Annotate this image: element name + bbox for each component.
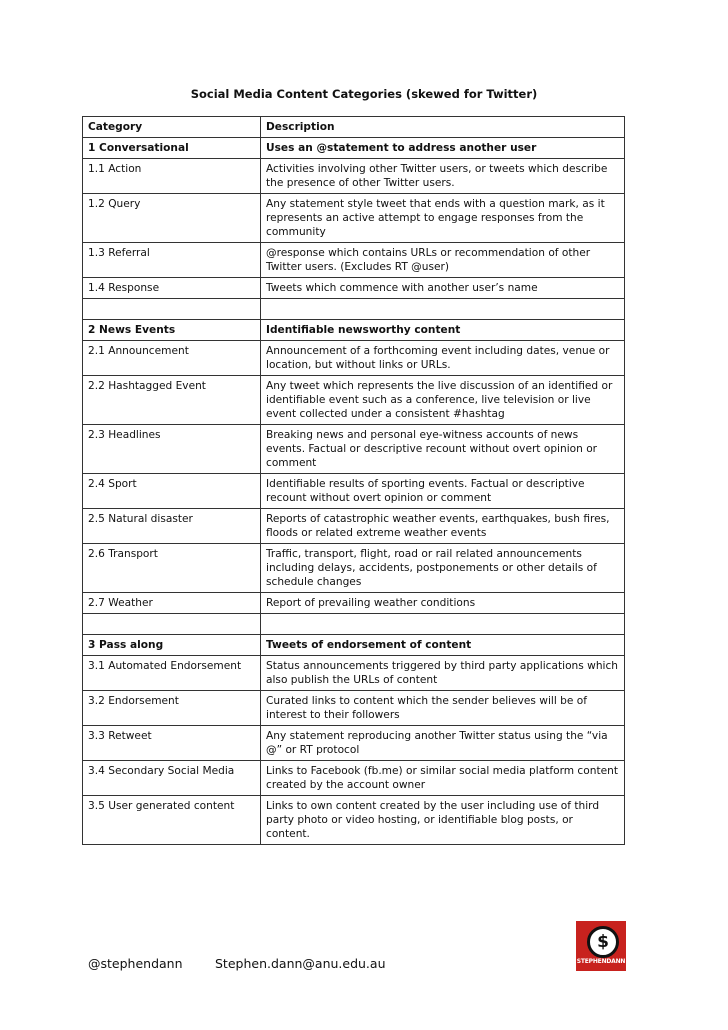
- table-row: [83, 341, 625, 376]
- categories-table: [82, 116, 625, 845]
- table-row: [83, 278, 625, 299]
- description-cell: Tweets of endorsement of content: [261, 635, 625, 656]
- description-cell: Any statement style tweet that ends with a question mark, as it represents an active attempt to engage responses from the community: [261, 194, 625, 243]
- category-cell: 3.2 Endorsement: [83, 691, 261, 726]
- table-row: [83, 159, 625, 194]
- table-row: [83, 593, 625, 614]
- category-cell: 2.5 Natural disaster: [83, 509, 261, 544]
- description-cell: Announcement of a forthcoming event including dates, venue or location, but without links or URLs.: [261, 341, 625, 376]
- stephendann-logo: [576, 921, 626, 971]
- category-cell: 2.6 Transport: [83, 544, 261, 593]
- table-row: [83, 761, 625, 796]
- category-cell: 2.4 Sport: [83, 474, 261, 509]
- description-cell: [261, 299, 625, 320]
- category-cell: [83, 299, 261, 320]
- category-cell: 2.1 Announcement: [83, 341, 261, 376]
- table-row: [83, 243, 625, 278]
- section-row: [83, 635, 625, 656]
- description-cell: Links to Facebook (fb.me) or similar social media platform content created by the account owner: [261, 761, 625, 796]
- category-cell: 3.1 Automated Endorsement: [83, 656, 261, 691]
- category-cell: 3.3 Retweet: [83, 726, 261, 761]
- table-row: [83, 509, 625, 544]
- description-cell: @response which contains URLs or recommendation of other Twitter users. (Excludes RT @user): [261, 243, 625, 278]
- description-cell: Traffic, transport, flight, road or rail related announcements including delays, accidents, postponements or other details of schedule changes: [261, 544, 625, 593]
- description-cell: Report of prevailing weather conditions: [261, 593, 625, 614]
- spacer-row: [83, 299, 625, 320]
- footer-handle: @stephendann: [88, 956, 183, 971]
- category-cell: 3.4 Secondary Social Media: [83, 761, 261, 796]
- table-row: [83, 691, 625, 726]
- header-category: Category: [83, 117, 261, 138]
- category-cell: 2 News Events: [83, 320, 261, 341]
- table-row: [83, 544, 625, 593]
- table-row: [83, 726, 625, 761]
- category-cell: 1.1 Action: [83, 159, 261, 194]
- category-cell: 1.4 Response: [83, 278, 261, 299]
- description-cell: Uses an @statement to address another user: [261, 138, 625, 159]
- description-cell: Any tweet which represents the live discussion of an identified or identifiable event such as a conference, live television or live event collected under a consistent #hashtag: [261, 376, 625, 425]
- logo-text: STEPHENDANN: [576, 958, 626, 965]
- header-description: Description: [261, 117, 625, 138]
- document-title: Social Media Content Categories (skewed for Twitter): [190, 87, 538, 101]
- table-body: [83, 117, 625, 845]
- footer-email: Stephen.dann@anu.edu.au: [215, 956, 386, 971]
- table-row: [83, 194, 625, 243]
- section-row: [83, 320, 625, 341]
- category-cell: 1 Conversational: [83, 138, 261, 159]
- description-cell: [261, 614, 625, 635]
- description-cell: Links to own content created by the user including use of third party photo or video hosting, or identifiable blog posts, or content.: [261, 796, 625, 845]
- description-cell: Breaking news and personal eye-witness accounts of news events. Factual or descriptive recount without overt opinion or comment: [261, 425, 625, 474]
- category-cell: 1.2 Query: [83, 194, 261, 243]
- category-cell: 2.3 Headlines: [83, 425, 261, 474]
- dollar-icon: $: [587, 926, 619, 958]
- category-cell: 3 Pass along: [83, 635, 261, 656]
- category-cell: [83, 614, 261, 635]
- description-cell: Any statement reproducing another Twitter status using the “via @” or RT protocol: [261, 726, 625, 761]
- category-cell: 1.3 Referral: [83, 243, 261, 278]
- section-row: [83, 138, 625, 159]
- table-row: [83, 796, 625, 845]
- description-cell: Tweets which commence with another user’s name: [261, 278, 625, 299]
- description-cell: Activities involving other Twitter users, or tweets which describe the presence of other Twitter users.: [261, 159, 625, 194]
- description-cell: Reports of catastrophic weather events, earthquakes, bush fires, floods or related extreme weather events: [261, 509, 625, 544]
- description-cell: Identifiable newsworthy content: [261, 320, 625, 341]
- table-row: [83, 376, 625, 425]
- description-cell: Status announcements triggered by third party applications which also publish the URLs of content: [261, 656, 625, 691]
- table-row: [83, 425, 625, 474]
- category-cell: 2.2 Hashtagged Event: [83, 376, 261, 425]
- table-header-row: [83, 117, 625, 138]
- table-row: [83, 474, 625, 509]
- category-cell: 3.5 User generated content: [83, 796, 261, 845]
- description-cell: Identifiable results of sporting events. Factual or descriptive recount without overt opinion or comment: [261, 474, 625, 509]
- spacer-row: [83, 614, 625, 635]
- description-cell: Curated links to content which the sender believes will be of interest to their followers: [261, 691, 625, 726]
- category-cell: 2.7 Weather: [83, 593, 261, 614]
- table-row: [83, 656, 625, 691]
